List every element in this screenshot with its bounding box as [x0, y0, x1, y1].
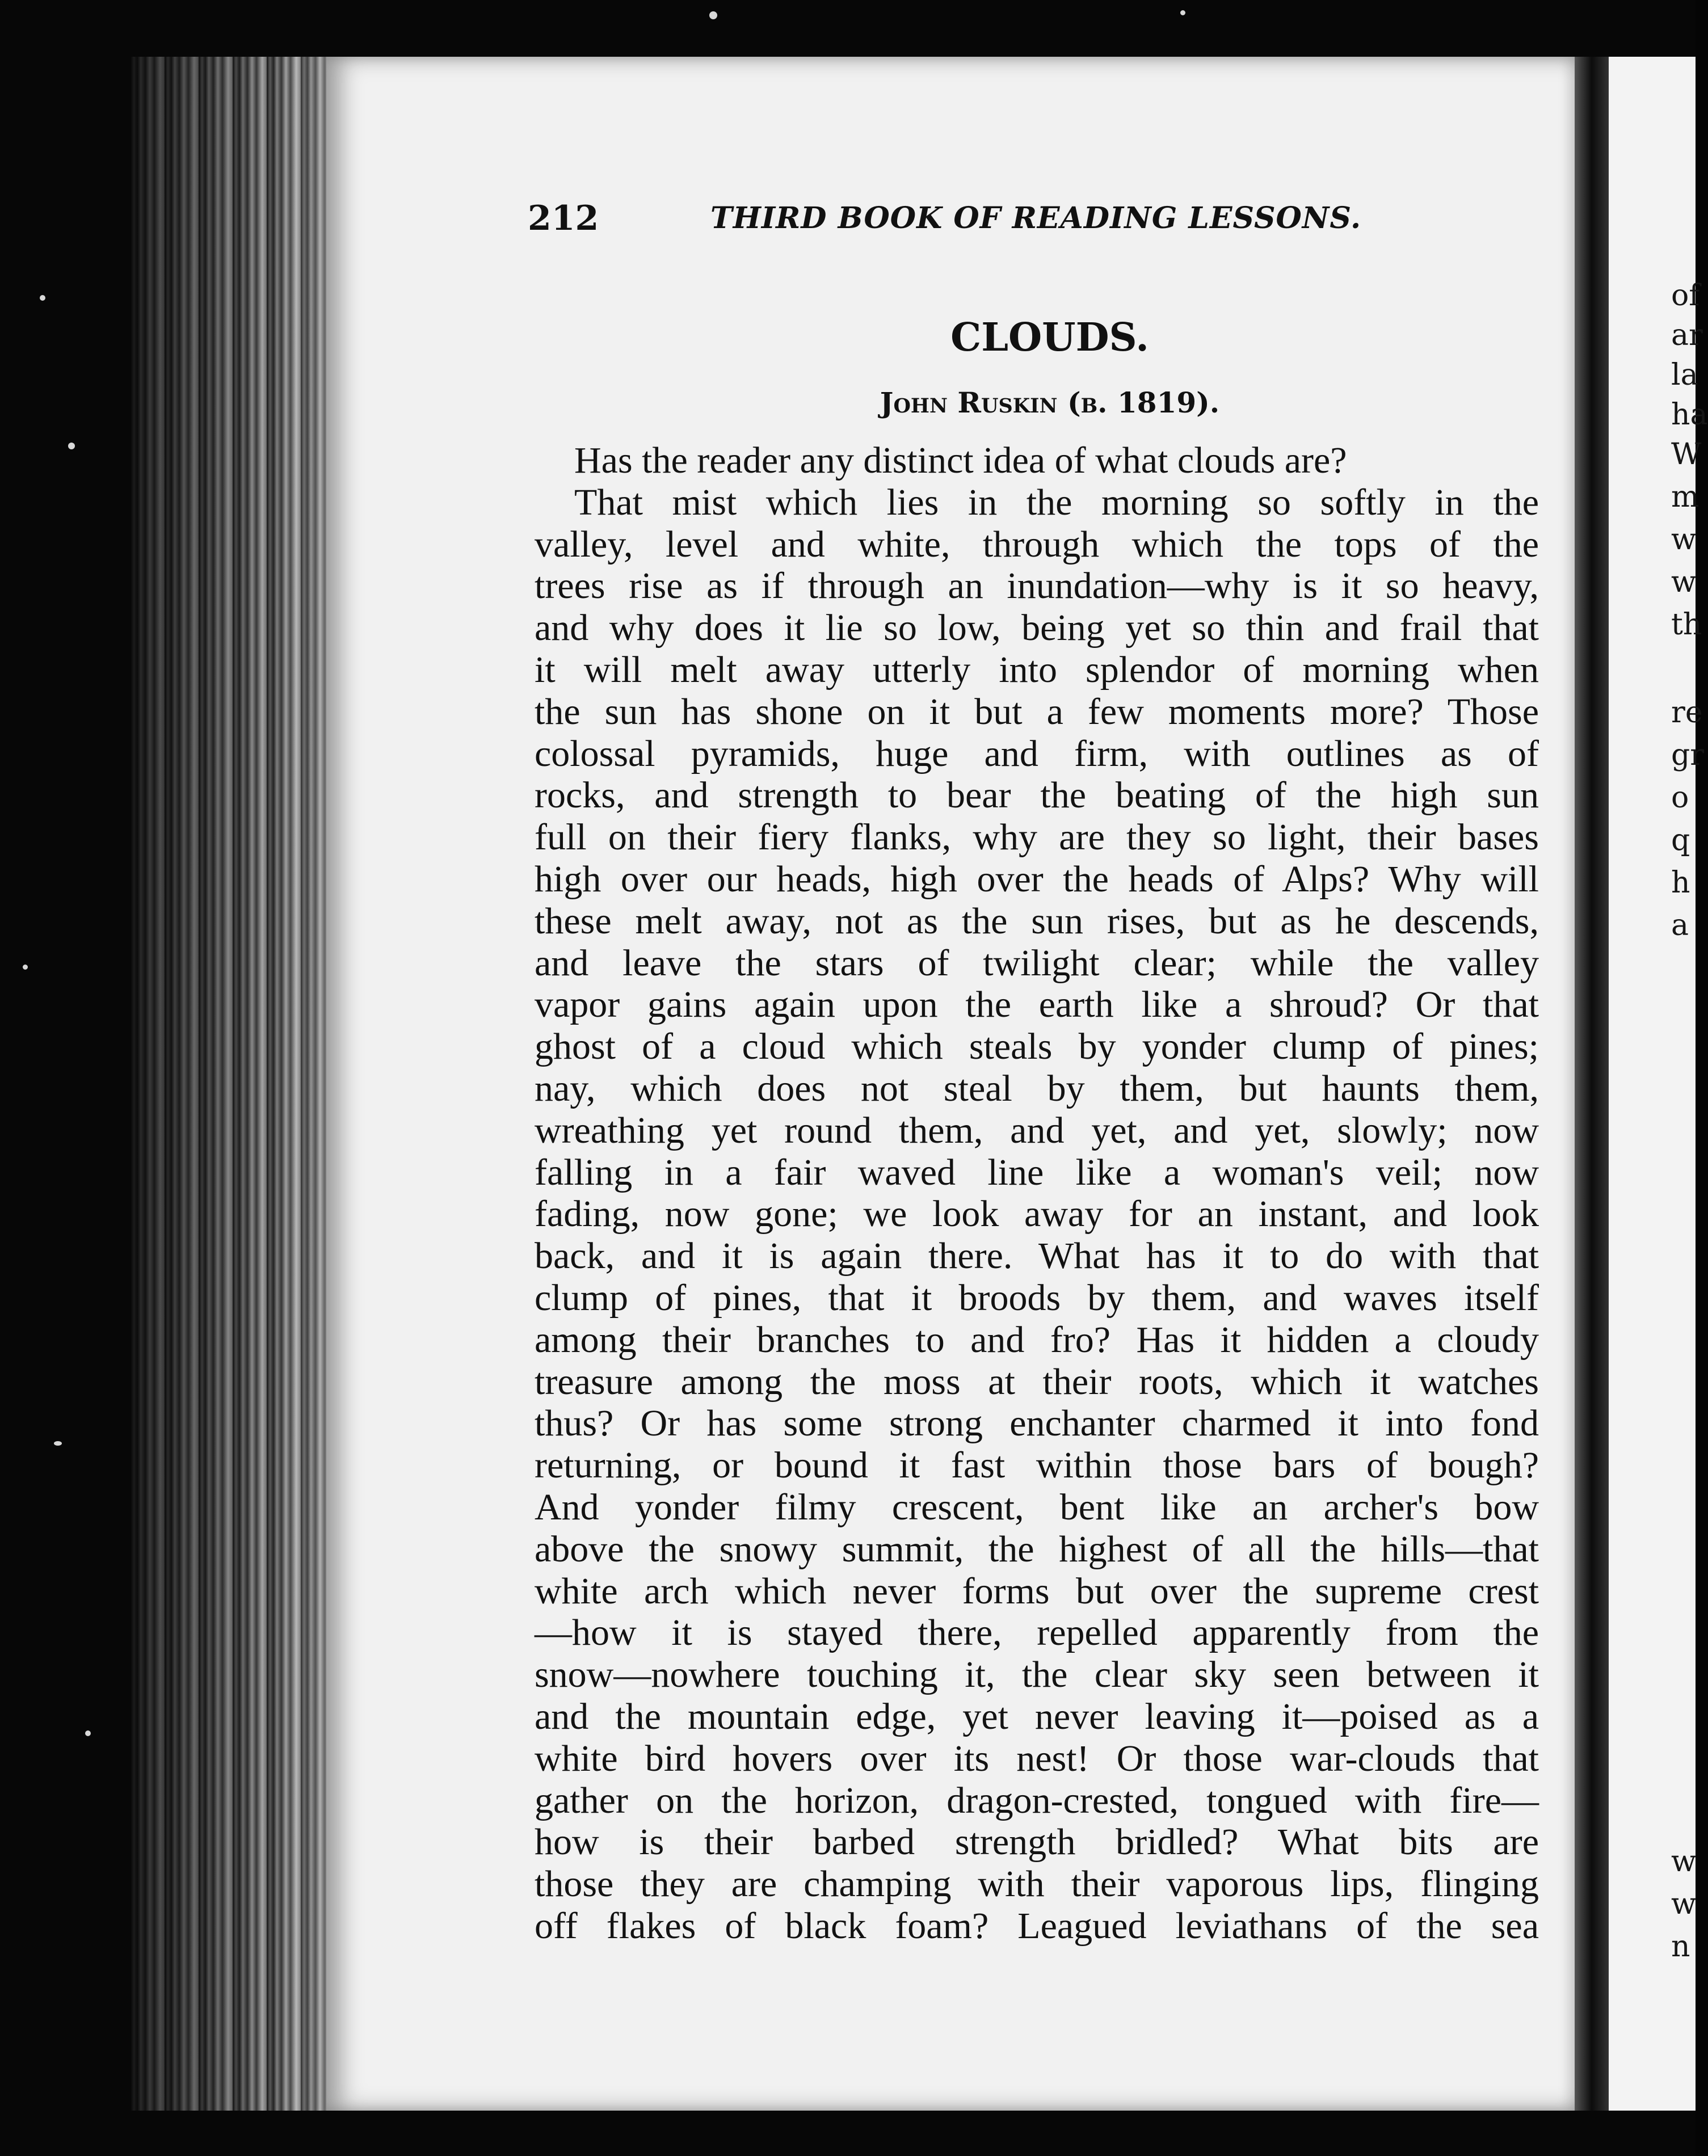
body-line: snow—nowhere touching it, the clear sky seen between it: [535, 1654, 1539, 1696]
body-line: rocks, and strength to bear the beating of the high sun: [535, 774, 1539, 816]
facing-page-fragment: gr: [1671, 738, 1705, 772]
facing-page-fragment: W: [1671, 437, 1702, 471]
body-line: trees rise as if through an inundation—why is it so heavy,: [535, 565, 1539, 607]
body-line: among their branches to and fro? Has it hidden a cloudy: [535, 1319, 1539, 1361]
body-line: full on their fiery flanks, why are they so light, their bases: [535, 816, 1539, 858]
body-line: That mist which lies in the morning so softly in the: [574, 481, 1539, 523]
book-gutter: [1575, 57, 1609, 2111]
body-line: high over our heads, high over the heads of Alps? Why will: [535, 858, 1539, 900]
facing-page-fragment: ha: [1671, 398, 1708, 432]
body-line: thus? Or has some strong enchanter charmed it into fond: [535, 1403, 1539, 1445]
body-line: Has the reader any distinct idea of what clouds are?: [574, 440, 1347, 481]
facing-page-fragment: th: [1671, 608, 1702, 642]
body-text: [535, 440, 1539, 1947]
facing-page-fragment: ar: [1671, 318, 1703, 352]
body-line: back, and it is again there. What has it to do with that: [535, 1235, 1539, 1277]
body-line: nay, which does not steal by them, but haunts them,: [535, 1067, 1539, 1109]
facing-page-fragment: of: [1671, 279, 1700, 313]
body-line: clump of pines, that it broods by them, and waves itself: [535, 1277, 1539, 1319]
article-title: CLOUDS.: [950, 315, 1149, 360]
body-line: white bird hovers over its nest! Or those war-clouds that: [535, 1737, 1539, 1779]
body-line: it will melt away utterly into splendor of morning when: [535, 649, 1539, 690]
body-line: —how it is stayed there, repelled apparently from the: [535, 1612, 1539, 1654]
article-byline: John Ruskin (b. 1819).: [880, 386, 1220, 419]
facing-page-fragment: w: [1671, 523, 1697, 557]
body-line: returning, or bound it fast within those bars of bough?: [535, 1445, 1539, 1487]
facing-page-fragment: w: [1671, 565, 1697, 599]
running-title: THIRD BOOK OF READING LESSONS.: [710, 201, 1362, 235]
facing-page-fragment: la: [1671, 358, 1698, 392]
body-line: above the snowy summit, the highest of all the hills—that: [535, 1528, 1539, 1570]
body-line: valley, level and white, through which the tops of the: [535, 523, 1539, 565]
body-line: And yonder filmy crescent, bent like an archer's bow: [535, 1486, 1539, 1528]
body-line: the sun has shone on it but a few moments more? Those: [535, 690, 1539, 732]
body-line: vapor gains again upon the earth like a shroud? Or that: [535, 984, 1539, 1026]
body-line: treasure among the moss at their roots, which it watches: [535, 1361, 1539, 1403]
facing-page-fragment: h: [1671, 866, 1690, 900]
body-line: these melt away, not as the sun rises, but as he descends,: [535, 900, 1539, 942]
body-line: fading, now gone; we look away for an instant, and look: [535, 1193, 1539, 1235]
body-line: how is their barbed strength bridled? What bits are: [535, 1821, 1539, 1863]
facing-page-fragment: w: [1671, 1887, 1697, 1921]
facing-page-fragment: o: [1671, 781, 1689, 815]
facing-page-fragment: n: [1671, 1930, 1690, 1964]
body-line: white arch which never forms but over the supreme crest: [535, 1570, 1539, 1612]
body-line: wreathing yet round them, and yet, and yet, slowly; now: [535, 1109, 1539, 1151]
body-line: and leave the stars of twilight clear; while the valley: [535, 942, 1539, 984]
body-line: and the mountain edge, yet never leaving it—poised as a: [535, 1695, 1539, 1737]
body-line: ghost of a cloud which steals by yonder clump of pines;: [535, 1026, 1539, 1068]
facing-page-fragment: q: [1671, 823, 1690, 857]
facing-page-fragment: w: [1671, 1845, 1697, 1879]
body-line: falling in a fair waved line like a woman's veil; now: [535, 1151, 1539, 1193]
facing-page-fragment: a: [1671, 908, 1689, 942]
stacked-page-edges: [131, 57, 335, 2111]
page-number: 212: [528, 199, 599, 238]
body-line: off flakes of black foam? Leagued leviathans of the sea: [535, 1905, 1539, 1947]
body-line: and why does it lie so low, being yet so thin and frail that: [535, 607, 1539, 649]
body-line: those they are champing with their vaporous lips, flinging: [535, 1863, 1539, 1905]
facing-page-fragment: m: [1671, 480, 1699, 514]
body-line: colossal pyramids, huge and firm, with outlines as of: [535, 732, 1539, 774]
body-line: gather on the horizon, dragon-crested, tongued with fire—: [535, 1779, 1539, 1821]
facing-page-fragment: re: [1671, 696, 1703, 730]
